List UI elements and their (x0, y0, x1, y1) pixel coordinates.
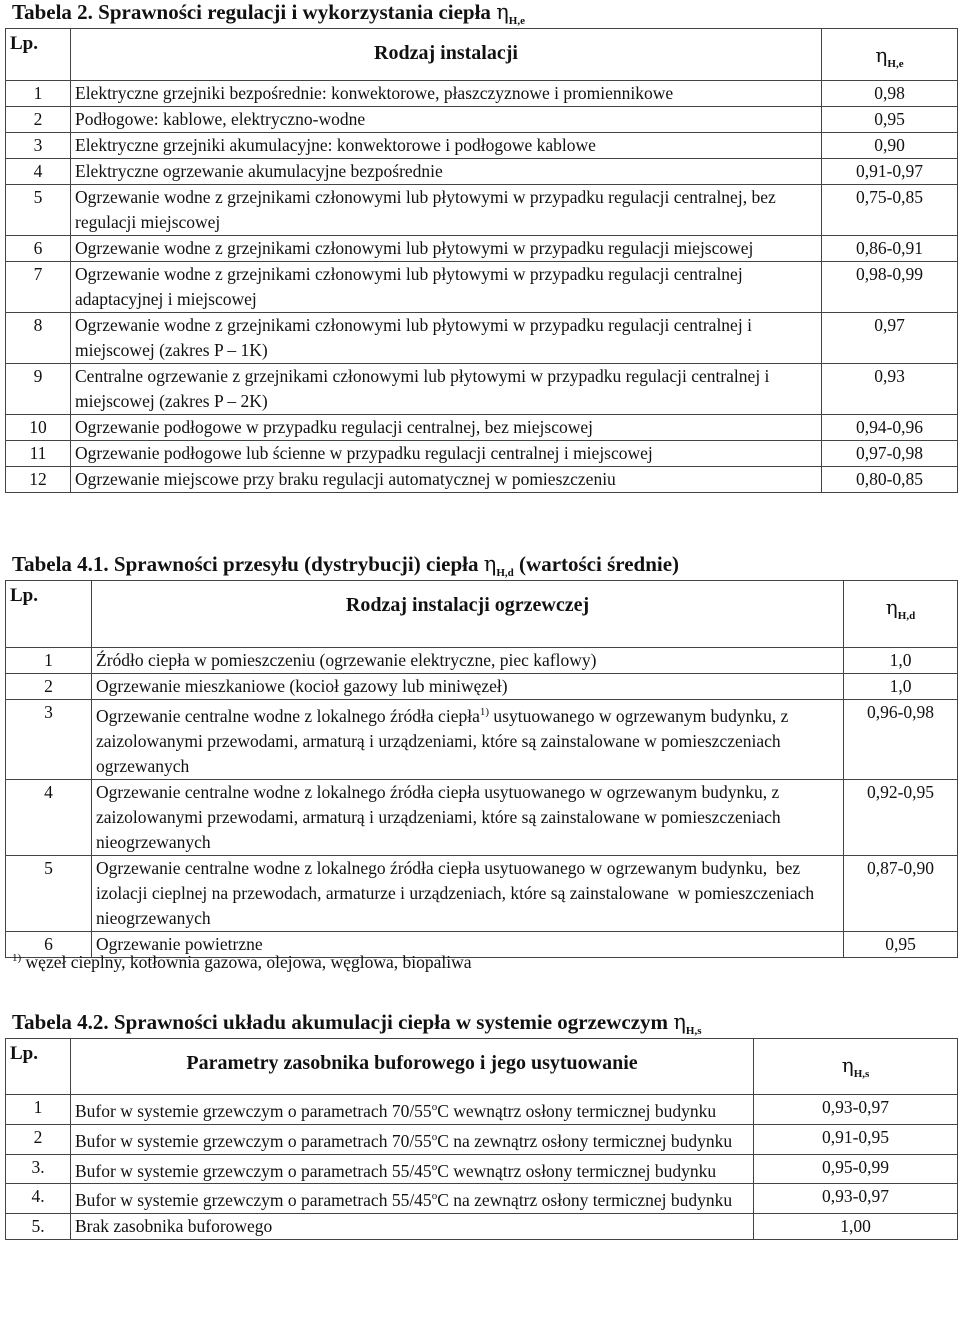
table-row: 4. Bufor w systemie grzewczym o parametrach 55/45$^o$C na zewnątrz osłony termicznej budynku 0,93-0,97 (6, 1184, 958, 1214)
table-4-1 (5, 580, 958, 958)
type-header: Parametry zasobnika buforowego i jego usytuowanie (71, 1039, 754, 1095)
table-row: 2 Ogrzewanie mieszkaniowe (kocioł gazowy lub miniwęzeł) 1,0 (6, 674, 958, 700)
lp-header: Lp. (6, 29, 71, 81)
table-row: 6 Ogrzewanie powietrzne 0,95 (6, 931, 958, 957)
table-4-1-caption: Tabela 4.1. Sprawności przesyłu (dystrybucji) ciepła $\eta_{H,d}$ (wartości średnie) (12, 552, 680, 580)
table-2 (5, 28, 958, 493)
table-row: 1 Źródło ciepła w pomieszczeniu (ogrzewanie elektryczne, piec kaflowy) 1,0 (6, 648, 958, 674)
footnote: $^{1)}$ węzeł cieplny, kotłownia gazowa, olejowa, węglowa, biopaliwa (12, 952, 472, 972)
table-row: 3 Ogrzewanie centralne wodne z lokalnego źródła ciepła$^{1)}$ usytuowanego w ogrzewanym budynku, z zaizolowanymi przewodami, armaturą i urządzeniami, które są zainstalowane w pomieszczeniach ogrzewanych 0,96-0,98 (6, 700, 958, 780)
table-row: 7 Ogrzewanie wodne z grzejnikami członowymi lub płytowymi w przypadku regulacji centralnej adaptacyjnej i miejscowej 0,98-0,99 (6, 262, 958, 313)
table-row: 4 Ogrzewanie centralne wodne z lokalnego źródła ciepła usytuowanego w ogrzewanym budynku, z zaizolowanymi przewodami, armaturą i urządzeniami, które są zainstalowane w pomieszczeniach nieogrzewanych 0,92-0,95 (6, 779, 958, 855)
table-row: 4 Elektryczne ogrzewanie akumulacyjne bezpośrednie 0,91-0,97 (6, 159, 958, 185)
eta-header: $\eta_{H,d}$ (844, 581, 958, 648)
table-row: 9 Centralne ogrzewanie z grzejnikami członowymi lub płytowymi w przypadku regulacji centralnej i miejscowej (zakres P – 2K) 0,93 (6, 364, 958, 415)
table-row: 12 Ogrzewanie miejscowe przy braku regulacji automatycznej w pomieszczeniu 0,80-0,85 (6, 467, 958, 493)
table-row: 3. Bufor w systemie grzewczym o parametrach 55/45$^o$C wewnątrz osłony termicznej budynku 0,95-0,99 (6, 1154, 958, 1184)
eta-header: $\eta_{H,e}$ (822, 29, 958, 81)
table-header-row (6, 1039, 958, 1095)
table-row: 6 Ogrzewanie wodne z grzejnikami członowymi lub płytowymi w przypadku regulacji miejscowej 0,86-0,91 (6, 236, 958, 262)
table-row: 3 Elektryczne grzejniki akumulacyjne: konwektorowe i podłogowe kablowe 0,90 (6, 133, 958, 159)
table-row: 1 Elektryczne grzejniki bezpośrednie: konwektorowe, płaszczyznowe i promiennikowe 0,98 (6, 81, 958, 107)
table-row: 1 Bufor w systemie grzewczym o parametrach 70/55$^o$C wewnątrz osłony termicznej budynku 0,93-0,97 (6, 1095, 958, 1125)
table-row: 2 Bufor w systemie grzewczym o parametrach 70/55$^o$C na zewnątrz osłony termicznej budynku 0,91-0,95 (6, 1124, 958, 1154)
table-row: 10 Ogrzewanie podłogowe w przypadku regulacji centralnej, bez miejscowej 0,94-0,96 (6, 415, 958, 441)
table-4-2 (5, 1038, 958, 1240)
table-row: 8 Ogrzewanie wodne z grzejnikami członowymi lub płytowymi w przypadku regulacji centralnej i miejscowej (zakres P – 1K) 0,97 (6, 313, 958, 364)
table-row: 5. Brak zasobnika buforowego 1,00 (6, 1214, 958, 1240)
table-row: 5 Ogrzewanie wodne z grzejnikami członowymi lub płytowymi w przypadku regulacji centralnej, bez regulacji miejscowej 0,75-0,85 (6, 185, 958, 236)
lp-header: Lp. (6, 581, 92, 648)
table-row: 11 Ogrzewanie podłogowe lub ścienne w przypadku regulacji centralnej i miejscowej 0,97-0,98 (6, 441, 958, 467)
type-header: Rodzaj instalacji ogrzewczej (92, 581, 844, 648)
eta-header: $\eta_{H,s}$ (754, 1039, 958, 1095)
type-header: Rodzaj instalacji (71, 29, 822, 81)
table-row: 2 Podłogowe: kablowe, elektryczno-wodne 0,95 (6, 107, 958, 133)
lp-header: Lp. (6, 1039, 71, 1095)
table-row: 5 Ogrzewanie centralne wodne z lokalnego źródła ciepła usytuowanego w ogrzewanym budynku, bez izolacji cieplnej na przewodach, armaturze i urządzeniach, które są zainstalowane w pomieszczeniach nieogrzewanych 0,87-0,90 (6, 855, 958, 931)
table-2-caption: Tabela 2. Sprawności regulacji i wykorzystania ciepła $\eta_{H,e}$ (12, 0, 525, 28)
table-header-row (6, 581, 958, 648)
table-header-row (6, 29, 958, 81)
table-4-2-caption: Tabela 4.2. Sprawności układu akumulacji ciepła w systemie ogrzewczym $\eta_{H,s}$ (12, 1010, 702, 1038)
